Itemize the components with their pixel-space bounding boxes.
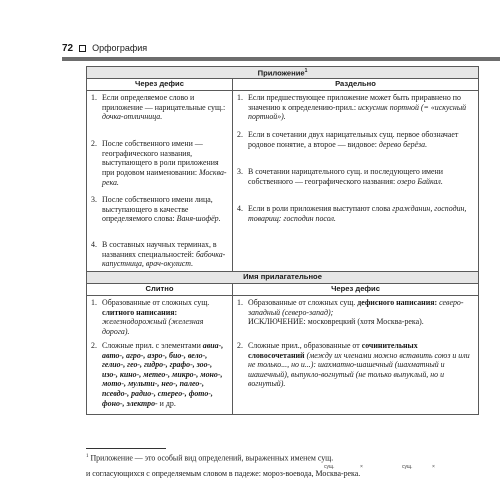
column-separate-rules	[233, 91, 479, 276]
column-hyphen-rules	[87, 91, 233, 276]
column-header-hyphen: Через дефис	[233, 284, 479, 296]
table-appositive	[86, 66, 479, 276]
column-hyphen-rules-adjective	[233, 296, 479, 415]
table-appositive-title: Приложение$^1$	[87, 67, 479, 79]
square-icon	[79, 45, 86, 52]
list-item: 2. Если в сочетании двух нарицательных сущ. первое обозначает родовое понятие, а второе — видовое: дерево берёза.	[237, 130, 459, 149]
list-item: 3. В сочетании нарицательного сущ. и последующего имени собственного — географического названия: озеро Байкал.	[237, 167, 443, 186]
footnote-grammar-marks: сущ. × сущ. ×	[324, 464, 435, 470]
list-item: 2. Сложные прил., образованные от сочинительных словосочетаний (между их членами можно вставить союз и или не только..., но и...): шахматно-шашечный (шахматный и шашечный), выпукло-вогнутый (не только выпуклый, но и вогнутый).	[237, 341, 470, 389]
footnote-line-2: и согласующихся с определяемым словом в падеже: мороз-воевода, Москва-река.	[86, 469, 361, 478]
list-item: 1. Если определяемое слово и приложение — нарицательные сущ.: дочка-отличница.	[91, 93, 226, 122]
list-item: 2. После собственного имени — географического названия, выступающего в роли приложения при родовом наименовании: Москва-река.	[91, 139, 227, 187]
column-header-hyphen: Через дефис	[87, 79, 233, 91]
table-adjective-title: Имя прилагательное	[87, 272, 479, 284]
section-title: Орфография	[92, 43, 148, 53]
list-item: 2. Сложные прил. с элементами авиа-, авто-, агро-, аэро-, био-, вело-, гелио-, гео-, гидро-, графо-, зоо-, изо-, кино-, метео-, микро-, моно-, мото-, мульти-, нео-, палео-, псевдо-, радио-, стерео-, фото-, фоно-, электро- и др.	[91, 341, 224, 408]
list-item: 3. После собственного имени лица, выступающего в качестве определяемого слова: Ваня-шофёр.	[91, 195, 221, 224]
list-item: 4. В составных научных терминах, в названиях специальностей: бабочка-капустница, врач-окулист.	[91, 240, 226, 269]
list-item: 1. Образованные от сложных сущ. дефисного написания: северо-западный (северо-запад); ИСКЛЮЧЕНИЕ: московрецкий (хотя Москва-река).	[237, 298, 464, 327]
table-adjective	[86, 271, 479, 415]
footnote-divider	[86, 448, 166, 449]
column-header-separate: Раздельно	[233, 79, 479, 91]
list-item: 4. Если в роли приложения выступают слова гражданин, господин, товарищ: господин посол.	[237, 204, 467, 223]
column-header-solid: Слитно	[87, 284, 233, 296]
list-item: 1. Если предшествующее приложение может быть приравнено по значению к определению-прил.: искусник портной (= «искусный портной»).	[237, 93, 467, 122]
page-number: 72	[62, 42, 74, 54]
list-item: 1. Образованные от сложных сущ. слитного написания: железнодорожный (железная дорога).	[91, 298, 210, 336]
page-header	[62, 40, 462, 56]
column-solid-rules	[87, 296, 233, 415]
header-bar	[62, 57, 500, 61]
footnote-line-1: $^1$ Приложение — это особый вид определений, выраженных именем сущ.	[86, 453, 334, 463]
footnote	[86, 452, 478, 478]
